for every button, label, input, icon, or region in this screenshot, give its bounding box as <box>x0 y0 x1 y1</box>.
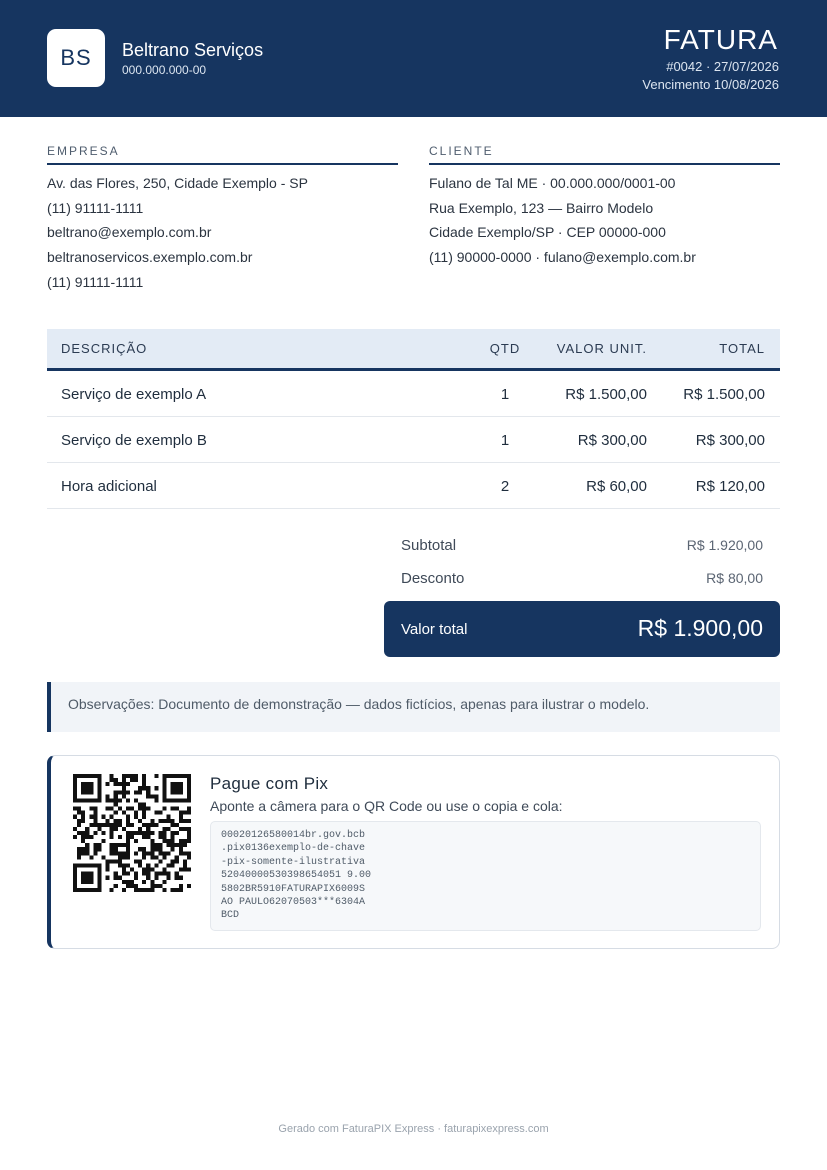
grand-total-box <box>384 601 780 657</box>
company-logo: BS <box>47 29 105 87</box>
row-unit-price: R$ 1.500,00 <box>565 386 647 403</box>
company-website: beltranoservicos.exemplo.com.br <box>47 249 253 266</box>
client-contact: (11) 90000-0000 · fulano@exemplo.com.br <box>429 249 696 266</box>
client-divider <box>429 163 780 165</box>
footer-credit: Gerado com FaturaPIX Express · faturapixexpress.com <box>278 1123 549 1135</box>
invoice-due-date: Vencimento 10/08/2026 <box>642 77 779 92</box>
row-description: Hora adicional <box>61 478 157 495</box>
discount-label: Desconto <box>401 570 465 587</box>
company-document: 000.000.000-00 <box>122 63 207 77</box>
client-info <box>429 173 780 272</box>
company-phone: (11) 91111-1111 <box>47 199 144 216</box>
row-total: R$ 120,00 <box>695 478 765 495</box>
notes-box: Observações: Documento de demonstração — dados fictícios, apenas para ilustrar o modelo. <box>47 682 780 732</box>
table-row <box>47 463 780 509</box>
invoice-header <box>0 0 827 117</box>
row-quantity: 1 <box>500 386 510 403</box>
row-unit-price: R$ 300,00 <box>577 432 647 449</box>
client-address: Rua Exemplo, 123 — Bairro Modelo <box>429 199 654 216</box>
company-email: beltrano@exemplo.com.br <box>47 224 212 241</box>
client-name: Fulano de Tal ME · 00.000.000/0001-00 <box>429 175 676 191</box>
company-section-label: EMPRESA <box>47 144 120 158</box>
company-info <box>47 173 398 296</box>
client-section-label: CLIENTE <box>429 144 494 158</box>
pix-copy-paste-code[interactable]: 00020126580014br.gov.bcb .pix0136exemplo-de-chave -pix-somente-ilustrativa 52040000530398654051 9.00 5802BR5910FATURAPIX6009S AO PAULO62070503***6304A BCD <box>210 821 761 931</box>
subtotal-label: Subtotal <box>401 537 457 554</box>
discount-value: R$ 80,00 <box>706 570 763 586</box>
row-unit-price: R$ 60,00 <box>586 478 647 495</box>
header-quantity: QTD <box>489 341 521 356</box>
subtotal-value: R$ 1.920,00 <box>686 537 763 553</box>
company-phone-alt: (11) 91111-1111 <box>47 273 144 290</box>
grand-total-label: Valor total <box>401 621 468 638</box>
invoice-number-date: #0042 · 27/07/2026 <box>666 59 779 74</box>
table-row <box>47 371 780 417</box>
invoice-title: FATURA <box>663 24 778 55</box>
row-description: Serviço de exemplo B <box>61 432 207 449</box>
pix-qr-code-icon <box>73 774 191 892</box>
header-unit-price: VALOR UNIT. <box>556 341 647 356</box>
header-total: TOTAL <box>719 341 765 356</box>
row-quantity: 2 <box>500 478 510 495</box>
row-total: R$ 300,00 <box>695 432 765 449</box>
invoice-meta <box>642 58 779 94</box>
table-header <box>47 329 780 371</box>
pix-instructions: Aponte a câmera para o QR Code ou use o copia e cola: <box>210 798 563 814</box>
header-description: DESCRIÇÃO <box>61 341 148 356</box>
pix-payment-box <box>47 755 780 949</box>
client-city: Cidade Exemplo/SP · CEP 00000-000 <box>429 224 666 241</box>
row-description: Serviço de exemplo A <box>61 386 207 403</box>
grand-total-value: R$ 1.900,00 <box>637 615 763 641</box>
row-quantity: 1 <box>500 432 510 449</box>
company-address: Av. das Flores, 250, Cidade Exemplo - SP <box>47 175 308 191</box>
company-name: Beltrano Serviços <box>122 40 264 60</box>
pix-title: Pague com Pix <box>210 774 329 793</box>
table-row <box>47 417 780 463</box>
items-table <box>47 329 780 509</box>
company-divider <box>47 163 398 165</box>
row-total: R$ 1.500,00 <box>683 386 765 403</box>
